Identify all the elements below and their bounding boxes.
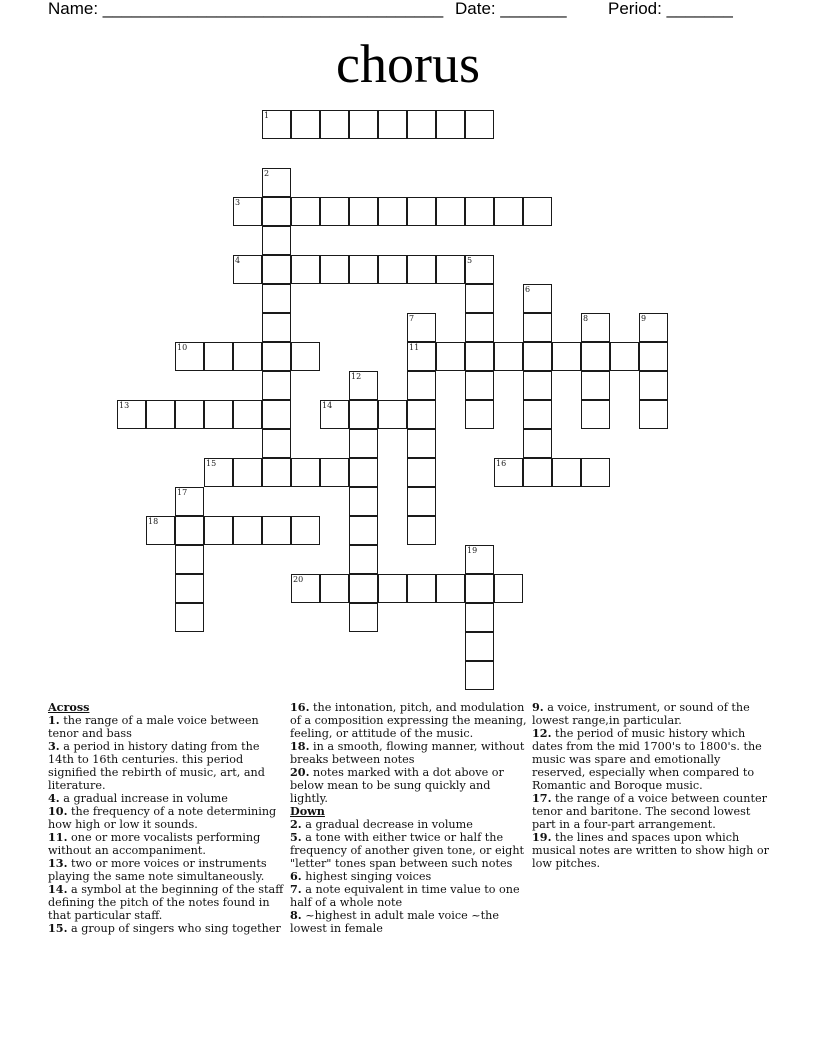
grid-cell[interactable] <box>175 400 204 429</box>
clue-number: 14. <box>48 882 68 896</box>
clue-number: 6 <box>525 285 531 294</box>
clue-number: 15. <box>48 921 68 935</box>
clue-text: the range of a male voice between tenor and bass <box>48 714 259 740</box>
grid-cell[interactable] <box>204 458 233 487</box>
grid-cell[interactable] <box>175 545 204 574</box>
grid-cell[interactable] <box>262 516 291 545</box>
grid-cell[interactable] <box>233 255 262 284</box>
grid-cell[interactable] <box>436 342 465 371</box>
clue-item <box>48 792 288 805</box>
clue-item <box>532 831 772 870</box>
clue-number: 17 <box>177 488 188 497</box>
grid-cell[interactable] <box>349 487 378 516</box>
grid-cell[interactable] <box>262 429 291 458</box>
grid-cell[interactable] <box>349 371 378 400</box>
grid-cell[interactable] <box>436 197 465 226</box>
clue-number: 3. <box>48 739 60 753</box>
grid-cell[interactable] <box>465 545 494 574</box>
grid-cell[interactable] <box>175 342 204 371</box>
clue-number: 5. <box>290 830 302 844</box>
clue-item <box>48 740 288 792</box>
clue-number: 7 <box>409 314 415 323</box>
grid-cell[interactable] <box>465 255 494 284</box>
clue-number: 13 <box>119 401 130 410</box>
grid-cell[interactable] <box>349 516 378 545</box>
grid-cell[interactable] <box>639 371 668 400</box>
grid-cell[interactable] <box>494 342 523 371</box>
clue-item <box>48 805 288 831</box>
clue-item <box>48 857 288 883</box>
clue-number: 18 <box>148 517 159 526</box>
clue-number: 4. <box>48 791 60 805</box>
clue-text: notes marked with a dot above or below mean to be sung quickly and lightly. <box>290 766 504 805</box>
grid-cell[interactable] <box>175 603 204 632</box>
grid-cell[interactable] <box>117 400 146 429</box>
grid-cell[interactable] <box>436 255 465 284</box>
grid-cell[interactable] <box>407 255 436 284</box>
grid-cell[interactable] <box>291 197 320 226</box>
grid-cell[interactable] <box>523 429 552 458</box>
grid-cell[interactable] <box>610 342 639 371</box>
clue-number: 18. <box>290 739 310 753</box>
clue-number: 8 <box>583 314 589 323</box>
clue-text: the lines and spaces upon which musical notes are written to show high or low pitches. <box>532 831 770 870</box>
clue-number: 2. <box>290 817 302 831</box>
grid-cell[interactable] <box>378 400 407 429</box>
grid-cell[interactable] <box>407 487 436 516</box>
clue-text: the period of music history which dates from the mid 1700's to 1800's. the music was spare and emotionally reserved, especially when compared to Romantic and Boroque music. <box>532 727 762 792</box>
clue-item <box>290 740 530 766</box>
clue-text: the intonation, pitch, and modulation of a composition expressing the meaning, feeling, or attitude of the music. <box>290 701 527 740</box>
clue-number: 17. <box>532 791 552 805</box>
grid-cell[interactable] <box>320 255 349 284</box>
grid-cell[interactable] <box>349 458 378 487</box>
grid-cell[interactable] <box>465 284 494 313</box>
grid-cell[interactable] <box>465 574 494 603</box>
grid-cell[interactable] <box>523 313 552 342</box>
clues-column-2 <box>290 701 530 935</box>
grid-cell[interactable] <box>291 574 320 603</box>
grid-cell[interactable] <box>204 400 233 429</box>
down-heading: Down <box>290 804 325 818</box>
grid-cell[interactable] <box>233 458 262 487</box>
clue-item <box>290 909 530 935</box>
crossword-grid <box>117 110 677 700</box>
grid-cell[interactable] <box>465 110 494 139</box>
clue-number: 16 <box>496 459 507 468</box>
clue-number: 20. <box>290 765 310 779</box>
grid-cell[interactable] <box>262 342 291 371</box>
clue-number: 5 <box>467 256 473 265</box>
clue-text: a tone with either twice or half the frequency of another given tone, or eight "letter" tones span between such notes <box>290 831 525 870</box>
grid-cell[interactable] <box>378 110 407 139</box>
clue-item <box>290 818 530 831</box>
clue-number: 9 <box>641 314 647 323</box>
clue-text: the frequency of a note determining how high or low it sounds. <box>48 805 277 831</box>
grid-cell[interactable] <box>349 429 378 458</box>
grid-cell[interactable] <box>262 371 291 400</box>
grid-cell[interactable] <box>204 516 233 545</box>
grid-cell[interactable] <box>581 342 610 371</box>
grid-cell[interactable] <box>175 574 204 603</box>
grid-cell[interactable] <box>523 342 552 371</box>
clue-text: a group of singers who sing together <box>67 922 281 935</box>
grid-cell[interactable] <box>581 400 610 429</box>
clue-number: 15 <box>206 459 217 468</box>
clue-number: 2 <box>264 169 270 178</box>
clue-text: a gradual decrease in volume <box>301 818 473 831</box>
grid-cell[interactable] <box>407 429 436 458</box>
grid-cell[interactable] <box>407 574 436 603</box>
grid-cell[interactable] <box>552 342 581 371</box>
grid-cell[interactable] <box>407 110 436 139</box>
grid-cell[interactable] <box>262 400 291 429</box>
grid-cell[interactable] <box>262 284 291 313</box>
clue-number: 4 <box>235 256 241 265</box>
clue-number: 11 <box>409 343 420 352</box>
clue-number: 16. <box>290 700 310 714</box>
grid-cell[interactable] <box>320 110 349 139</box>
grid-cell[interactable] <box>639 342 668 371</box>
clue-text: in a smooth, flowing manner, without breaks between notes <box>290 740 525 766</box>
grid-cell[interactable] <box>262 458 291 487</box>
clue-number: 7. <box>290 882 302 896</box>
clue-number: 20 <box>293 575 304 584</box>
clue-item <box>290 701 530 740</box>
grid-cell[interactable] <box>523 197 552 226</box>
grid-cell[interactable] <box>204 342 233 371</box>
grid-cell[interactable] <box>407 458 436 487</box>
grid-cell[interactable] <box>523 371 552 400</box>
grid-cell[interactable] <box>146 516 175 545</box>
grid-cell[interactable] <box>233 342 262 371</box>
grid-cell[interactable] <box>407 516 436 545</box>
grid-cell[interactable] <box>349 400 378 429</box>
grid-cell[interactable] <box>581 371 610 400</box>
grid-cell[interactable] <box>465 400 494 429</box>
grid-cell[interactable] <box>523 458 552 487</box>
clues-column-3 <box>532 701 772 870</box>
clue-number: 1 <box>264 111 270 120</box>
clue-item <box>532 701 772 727</box>
clue-item <box>48 714 288 740</box>
across-heading: Across <box>48 700 90 714</box>
grid-cell[interactable] <box>436 110 465 139</box>
grid-cell[interactable] <box>349 545 378 574</box>
grid-cell[interactable] <box>494 574 523 603</box>
grid-cell[interactable] <box>233 197 262 226</box>
grid-cell[interactable] <box>407 371 436 400</box>
grid-cell[interactable] <box>378 197 407 226</box>
grid-cell[interactable] <box>175 487 204 516</box>
clue-number: 9. <box>532 700 544 714</box>
name-field[interactable]: Name: ____________________________________ <box>48 0 444 18</box>
grid-cell[interactable] <box>523 284 552 313</box>
clue-text: ~highest in adult male voice ~the lowest in female <box>290 909 499 935</box>
grid-cell[interactable] <box>175 516 204 545</box>
grid-cell[interactable] <box>262 313 291 342</box>
grid-cell[interactable] <box>320 574 349 603</box>
grid-cell[interactable] <box>233 400 262 429</box>
grid-cell[interactable] <box>436 574 465 603</box>
clue-text: a gradual increase in volume <box>59 792 228 805</box>
grid-cell[interactable] <box>465 632 494 661</box>
grid-cell[interactable] <box>233 516 262 545</box>
grid-cell[interactable] <box>291 342 320 371</box>
grid-cell[interactable] <box>320 400 349 429</box>
grid-cell[interactable] <box>349 255 378 284</box>
grid-cell[interactable] <box>581 458 610 487</box>
grid-cell[interactable] <box>407 400 436 429</box>
period-field[interactable]: Period: _______ <box>608 0 733 18</box>
grid-cell[interactable] <box>465 342 494 371</box>
grid-cell[interactable] <box>465 661 494 690</box>
clue-number: 14 <box>322 401 333 410</box>
grid-cell[interactable] <box>349 574 378 603</box>
clue-item <box>48 922 288 935</box>
clue-item <box>290 870 530 883</box>
grid-cell[interactable] <box>146 400 175 429</box>
grid-cell[interactable] <box>465 603 494 632</box>
clues-column-1 <box>48 701 288 935</box>
clue-number: 1. <box>48 713 60 727</box>
grid-cell[interactable] <box>523 400 552 429</box>
grid-cell[interactable] <box>639 313 668 342</box>
clue-number: 11. <box>48 830 68 844</box>
clue-number: 12 <box>351 372 362 381</box>
grid-cell[interactable] <box>262 226 291 255</box>
clue-number: 12. <box>532 726 552 740</box>
date-field[interactable]: Date: _______ <box>455 0 567 18</box>
clue-item <box>48 883 288 922</box>
grid-cell[interactable] <box>320 458 349 487</box>
clue-text: a symbol at the beginning of the staff defining the pitch of the notes found in that particular staff. <box>48 883 284 922</box>
grid-cell[interactable] <box>262 255 291 284</box>
grid-cell[interactable] <box>349 110 378 139</box>
clue-item <box>48 831 288 857</box>
grid-cell[interactable] <box>291 516 320 545</box>
grid-cell[interactable] <box>320 197 349 226</box>
clue-text: a voice, instrument, or sound of the lowest range,in particular. <box>532 701 750 727</box>
clue-item <box>290 883 530 909</box>
clue-number: 19. <box>532 830 552 844</box>
grid-cell[interactable] <box>291 458 320 487</box>
student-info-header <box>48 0 768 22</box>
grid-cell[interactable] <box>378 255 407 284</box>
clue-text: a note equivalent in time value to one half of a whole note <box>290 883 520 909</box>
clue-number: 10. <box>48 804 68 818</box>
clue-number: 8. <box>290 908 302 922</box>
grid-cell[interactable] <box>494 197 523 226</box>
grid-cell[interactable] <box>349 603 378 632</box>
grid-cell[interactable] <box>262 168 291 197</box>
grid-cell[interactable] <box>407 342 436 371</box>
grid-cell[interactable] <box>465 371 494 400</box>
clue-number: 6. <box>290 869 302 883</box>
clue-number: 19 <box>467 546 478 555</box>
grid-cell[interactable] <box>465 313 494 342</box>
grid-cell[interactable] <box>378 574 407 603</box>
clue-text: two or more voices or instruments playing the same note simultaneously. <box>48 857 267 883</box>
grid-cell[interactable] <box>465 197 494 226</box>
grid-cell[interactable] <box>639 400 668 429</box>
clue-text: one or more vocalists performing without an accompaniment. <box>48 831 261 857</box>
clue-item <box>290 766 530 805</box>
grid-cell[interactable] <box>552 458 581 487</box>
grid-cell[interactable] <box>349 197 378 226</box>
puzzle-title: chorus <box>336 34 480 94</box>
grid-cell[interactable] <box>291 110 320 139</box>
grid-cell[interactable] <box>407 313 436 342</box>
grid-cell[interactable] <box>407 197 436 226</box>
clue-text: the range of a voice between counter tenor and baritone. The second lowest part in a four-part arrangement. <box>532 792 767 831</box>
grid-cell[interactable] <box>291 255 320 284</box>
clue-text: highest singing voices <box>301 870 432 883</box>
clue-item <box>532 792 772 831</box>
grid-cell[interactable] <box>262 110 291 139</box>
clue-number: 13. <box>48 856 68 870</box>
clue-item <box>290 831 530 870</box>
grid-cell[interactable] <box>262 197 291 226</box>
clue-text: a period in history dating from the 14th to 16th centuries. this period signified the rebirth of music, art, and literature. <box>48 740 265 792</box>
grid-cell[interactable] <box>494 458 523 487</box>
clue-item <box>532 727 772 792</box>
grid-cell[interactable] <box>581 313 610 342</box>
clue-number: 3 <box>235 198 241 207</box>
clue-number: 10 <box>177 343 188 352</box>
